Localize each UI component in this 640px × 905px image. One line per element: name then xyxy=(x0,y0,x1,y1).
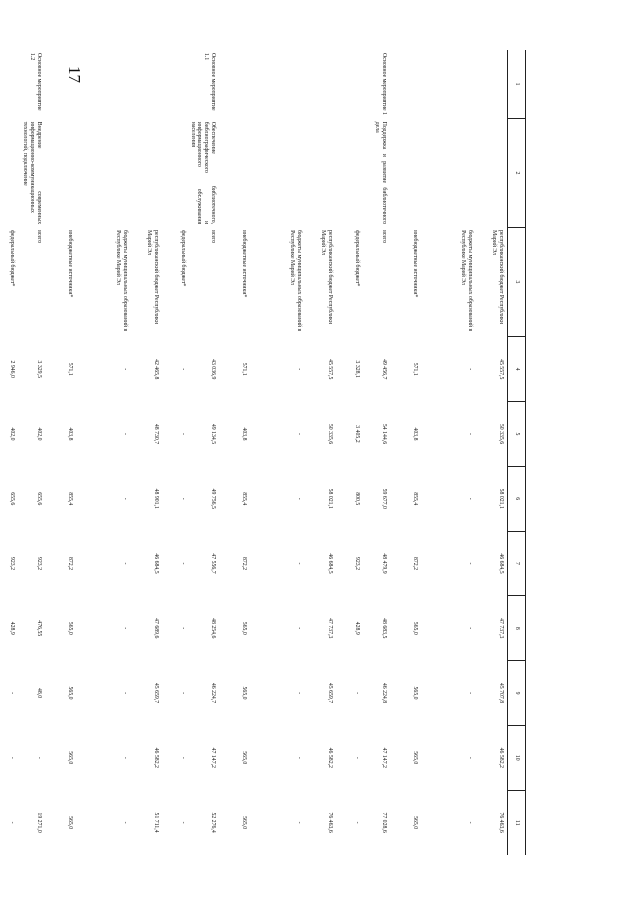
value-cell: 565,0 xyxy=(412,686,418,700)
column-header: 2 xyxy=(508,119,526,227)
value-cell: 58 021,1 xyxy=(498,488,504,509)
value-cell: 49 134,5 xyxy=(210,423,216,445)
value-cell: - xyxy=(179,433,186,435)
value-cell: 872,2 xyxy=(412,556,418,571)
value-cell: - xyxy=(121,627,128,630)
value-cell: - xyxy=(121,562,128,565)
table-row xyxy=(162,50,189,855)
value-cell: 48 683,5 xyxy=(381,618,387,639)
value-cell: - xyxy=(296,368,302,371)
value-cell: 402,0 xyxy=(8,427,15,441)
funding-source-cell: республиканский бюджет Республики Марий Эл xyxy=(320,230,333,324)
value-cell: 48 254,6 xyxy=(210,618,216,639)
value-cell: - xyxy=(35,756,42,759)
table-row xyxy=(476,50,508,855)
value-cell: - xyxy=(121,497,128,500)
column-header: 9 xyxy=(508,661,526,726)
measure-title-cell xyxy=(336,119,363,227)
value-cell: 655,6 xyxy=(8,492,15,506)
value-cell: 565,0 xyxy=(241,751,247,765)
value-cell: 800,5 xyxy=(354,492,360,506)
value-cell: - xyxy=(296,433,302,435)
measure-title-cell xyxy=(305,119,336,227)
value-cell: 47 737,3 xyxy=(498,618,504,639)
value-cell: 402,0 xyxy=(35,427,42,441)
column-header: 7 xyxy=(508,531,526,596)
measure-title-cell: Внедрение современных информационно-коммуникационных технологий, подключение xyxy=(22,121,42,225)
table-row xyxy=(131,50,162,855)
value-cell: 48,0 xyxy=(35,687,42,699)
value-cell: - xyxy=(354,756,360,759)
value-cell: 50 335,6 xyxy=(327,423,333,445)
value-cell: - xyxy=(121,368,128,371)
value-cell: - xyxy=(179,497,186,500)
value-cell: 52 276,4 xyxy=(210,812,216,833)
value-cell: 565,0 xyxy=(241,816,247,830)
value-cell: - xyxy=(121,821,128,824)
page-number: 17 xyxy=(65,66,84,83)
value-cell: 565,0 xyxy=(241,621,247,635)
value-cell: 45 557,5 xyxy=(498,359,504,380)
column-header: 4 xyxy=(508,337,526,402)
value-cell: 77 028,6 xyxy=(381,812,387,833)
table-row xyxy=(0,50,18,855)
value-cell: - xyxy=(121,756,128,759)
value-cell: - xyxy=(467,368,473,371)
value-cell: 45 707,8 xyxy=(498,682,504,704)
measure-title-cell xyxy=(162,119,189,227)
value-cell: 45 659,7 xyxy=(152,682,159,704)
value-cell: 3 405,2 xyxy=(354,425,360,443)
measure-cell xyxy=(162,50,189,119)
value-cell: - xyxy=(296,497,302,500)
value-cell: 45 557,5 xyxy=(327,359,333,380)
value-cell: 49 456,7 xyxy=(381,359,387,380)
table-row xyxy=(363,50,390,855)
value-cell: 655,6 xyxy=(35,492,42,506)
value-cell: - xyxy=(467,433,473,435)
value-cell: 855,4 xyxy=(241,492,247,506)
value-cell: 54 144,6 xyxy=(381,423,387,445)
value-cell: - xyxy=(467,821,473,824)
value-cell: 48 730,7 xyxy=(152,423,159,445)
table-body xyxy=(0,50,508,855)
measure-cell xyxy=(131,50,162,119)
value-cell: 58 021,1 xyxy=(327,488,333,509)
value-cell: 76 463,6 xyxy=(327,812,333,833)
column-header: 10 xyxy=(508,725,526,790)
value-cell: - xyxy=(296,562,302,565)
measure-cell xyxy=(390,50,421,119)
table-row xyxy=(305,50,336,855)
value-cell: - xyxy=(179,692,186,694)
funding-source-cell: бюджеты муниципальных образований в Республике Марий Эл xyxy=(114,230,128,332)
value-cell: 3 328,1 xyxy=(354,360,360,378)
value-cell: 48 901,1 xyxy=(152,488,159,509)
measure-cell xyxy=(219,50,250,119)
value-cell: 565,0 xyxy=(412,751,418,765)
value-cell: - xyxy=(467,756,473,759)
value-cell: - xyxy=(467,562,473,565)
value-cell: - xyxy=(467,692,473,694)
value-cell: 50 335,6 xyxy=(498,423,504,445)
funding-source-cell: внебюджетные источники* xyxy=(241,230,247,298)
value-cell: 47 737,3 xyxy=(327,618,333,639)
value-cell: - xyxy=(354,821,360,824)
value-cell: 855,4 xyxy=(66,492,73,506)
table-row xyxy=(421,50,476,855)
value-cell: 42 465,8 xyxy=(152,359,159,380)
table-row xyxy=(390,50,421,855)
value-cell: 403,8 xyxy=(241,427,247,441)
measure-title-cell xyxy=(476,119,508,227)
table-row xyxy=(18,50,45,855)
measure-cell xyxy=(0,50,18,119)
measure-title-cell xyxy=(76,119,131,227)
value-cell: 403,8 xyxy=(412,427,418,441)
column-header: 6 xyxy=(508,466,526,531)
value-cell: 47 556,7 xyxy=(210,553,216,574)
measure-cell xyxy=(76,50,131,119)
measure-cell xyxy=(45,50,76,119)
value-cell: 43 036,9 xyxy=(210,359,216,380)
measure-title-cell xyxy=(250,119,305,227)
value-cell: 47 147,2 xyxy=(381,747,387,768)
value-cell: 46 582,2 xyxy=(327,747,333,768)
funding-source-cell: внебюджетные источники* xyxy=(66,230,73,298)
measure-title-cell xyxy=(219,119,250,227)
value-cell: 49 756,5 xyxy=(210,488,216,509)
value-cell: - xyxy=(179,562,186,565)
value-cell: 565,0 xyxy=(412,816,418,830)
value-cell: 2 946,0 xyxy=(8,360,15,378)
budget-table xyxy=(0,50,526,855)
value-cell: - xyxy=(296,756,302,759)
measure-cell xyxy=(476,50,508,119)
value-cell: 45 659,7 xyxy=(327,682,333,704)
value-cell: 76 463,6 xyxy=(498,812,504,833)
value-cell: - xyxy=(8,756,15,759)
value-cell: - xyxy=(179,627,186,630)
value-cell: 571,1 xyxy=(66,362,73,376)
table-row xyxy=(250,50,305,855)
value-cell: 565,0 xyxy=(66,816,73,830)
value-cell: 923,2 xyxy=(8,556,15,571)
measure-cell xyxy=(421,50,476,119)
value-cell: 565,0 xyxy=(66,686,73,700)
value-cell: 19 271,0 xyxy=(35,812,42,833)
column-header: 1 xyxy=(508,50,526,119)
funding-source-cell: республиканский бюджет Республики Марий Эл xyxy=(491,230,504,324)
value-cell: 47 689,6 xyxy=(152,618,159,639)
funding-source-cell: всего xyxy=(381,230,387,244)
funding-source-cell: всего xyxy=(210,230,216,244)
value-cell: 428,9 xyxy=(8,621,15,635)
value-cell: 46 224,8 xyxy=(381,682,387,704)
column-header: 5 xyxy=(508,402,526,467)
value-cell: - xyxy=(121,692,128,694)
header-row xyxy=(508,50,526,855)
table-row xyxy=(76,50,131,855)
value-cell: 565,0 xyxy=(412,621,418,635)
value-cell: 565,0 xyxy=(241,686,247,700)
measure-cell: Основное мероприятие 1 xyxy=(381,53,387,115)
value-cell: 571,1 xyxy=(241,362,247,376)
value-cell: - xyxy=(467,627,473,630)
table-row xyxy=(189,50,219,855)
table-row xyxy=(45,50,76,855)
funding-source-cell: федеральный бюджет* xyxy=(354,230,360,287)
measure-title-cell xyxy=(421,119,476,227)
value-cell: 47 147,2 xyxy=(210,747,216,768)
measure-cell xyxy=(250,50,305,119)
value-cell: - xyxy=(179,756,186,759)
measure-cell: Основное мероприятие 1.2 xyxy=(28,53,42,111)
funding-source-cell: республиканский бюджет Республики Марий Эл xyxy=(145,230,159,324)
funding-source-cell: внебюджетные источники* xyxy=(412,230,418,298)
funding-source-cell: бюджеты муниципальных образований в Республике Марий Эл xyxy=(460,230,473,332)
value-cell: 571,1 xyxy=(412,362,418,376)
value-cell: 476,55 xyxy=(35,620,42,637)
value-cell: - xyxy=(179,821,186,824)
value-cell: 46 582,2 xyxy=(498,747,504,768)
measure-title-cell: Поддержка и развитие библиотечного дела xyxy=(374,121,387,225)
value-cell: 403,8 xyxy=(66,427,73,441)
value-cell: 872,2 xyxy=(241,556,247,571)
value-cell: 3 329,5 xyxy=(35,360,42,378)
column-header: 11 xyxy=(508,790,526,855)
value-cell: - xyxy=(354,692,360,694)
value-cell: - xyxy=(296,692,302,694)
value-cell: 48 479,9 xyxy=(381,553,387,574)
measure-cell xyxy=(336,50,363,119)
value-cell: 923,2 xyxy=(354,556,360,571)
value-cell: 46 684,5 xyxy=(498,553,504,574)
measure-cell: Основное мероприятие 1.1 xyxy=(203,53,216,111)
value-cell: 46 684,5 xyxy=(327,553,333,574)
value-cell: 46 224,7 xyxy=(210,682,216,704)
value-cell: 59 677,0 xyxy=(381,488,387,509)
measure-title-cell xyxy=(45,119,76,227)
funding-source-cell: федеральный бюджет* xyxy=(8,230,15,287)
measure-title-cell xyxy=(390,119,421,227)
value-cell: 565,0 xyxy=(66,751,73,765)
funding-source-cell: федеральный бюджет* xyxy=(179,230,186,287)
measure-title-cell: Обеспечение библиотечного, библиографического и информационного обслуживания населения xyxy=(189,121,216,225)
value-cell: 565,0 xyxy=(66,621,73,635)
column-header: 8 xyxy=(508,596,526,661)
value-cell: 46 684,5 xyxy=(152,553,159,574)
funding-source-cell: бюджеты муниципальных образований в Республике Марий Эл xyxy=(289,230,302,332)
value-cell: 51 711,4 xyxy=(152,812,159,833)
column-header: 3 xyxy=(508,227,526,337)
table-row xyxy=(336,50,363,855)
value-cell: 923,2 xyxy=(35,556,42,571)
value-cell: 428,9 xyxy=(354,621,360,635)
value-cell: 46 582,2 xyxy=(152,747,159,768)
value-cell: - xyxy=(8,692,15,694)
measure-cell xyxy=(305,50,336,119)
funding-source-cell: всего xyxy=(35,230,42,244)
rotated-table-container xyxy=(8,50,526,855)
value-cell: 855,4 xyxy=(412,492,418,506)
measure-title-cell xyxy=(131,119,162,227)
value-cell: 872,2 xyxy=(66,556,73,571)
value-cell: - xyxy=(8,821,15,824)
table-row xyxy=(219,50,250,855)
value-cell: - xyxy=(121,433,128,435)
value-cell: - xyxy=(296,627,302,630)
measure-title-cell xyxy=(0,119,18,227)
value-cell: - xyxy=(296,821,302,824)
value-cell: - xyxy=(467,497,473,500)
value-cell: - xyxy=(179,368,186,371)
